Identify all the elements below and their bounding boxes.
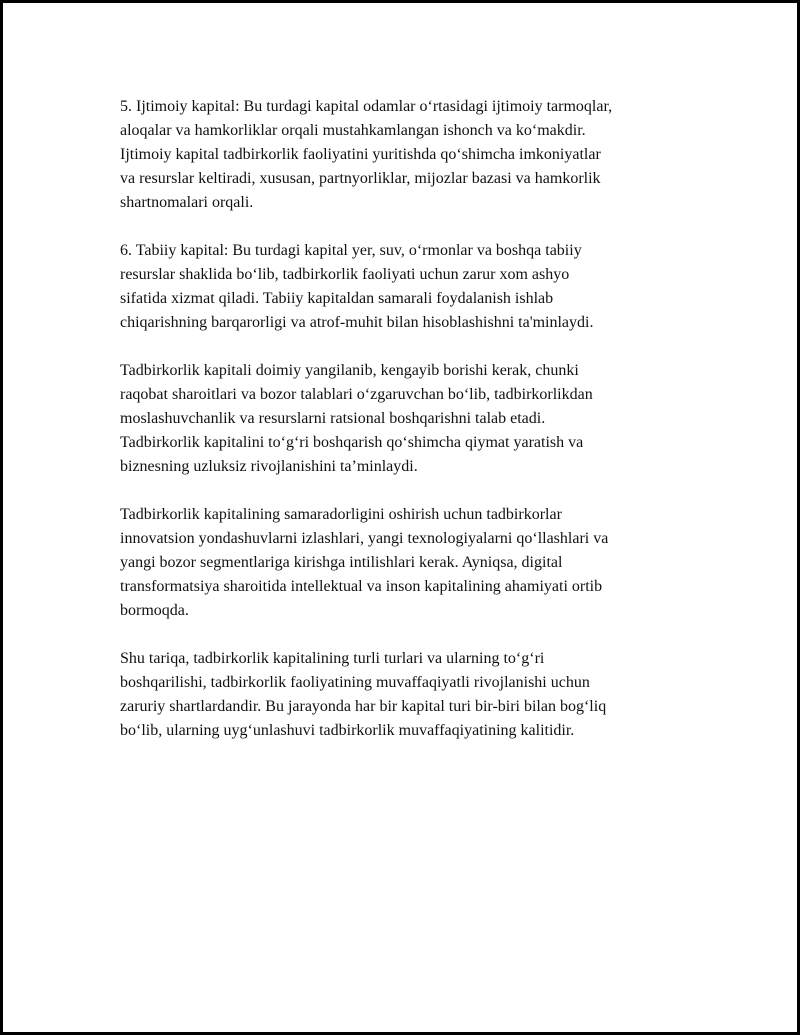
text-line: sifatida xizmat qiladi. Tabiiy kapitaldan samarali foydalanish ishlab [120,290,554,307]
text-line: boʻlib, ularning uygʻunlashuvi tadbirkorlik muvaffaqiyatining kalitidir. [120,722,575,739]
text-line: biznesning uzluksiz rivojlanishini taʼminlaydi. [120,458,418,475]
text-line: resurslar shaklida boʻlib, tadbirkorlik faoliyati uchun zarur xom ashyo [120,266,570,283]
paragraph-conclusion [120,647,720,743]
text-line: va resurslar keltiradi, xususan, partnyorliklar, mijozlar bazasi va hamkorlik [120,170,601,187]
paragraph-natural-capital [120,239,720,335]
text-line: transformatsiya sharoitida intellektual va inson kapitalining ahamiyati ortib [120,578,603,595]
text-line: boshqarilishi, tadbirkorlik faoliyatining muvaffaqiyatli rivojlanishi uchun [120,674,590,691]
text-line: moslashuvchanlik va resurslarni ratsional boshqarishni talab etadi. [120,410,546,427]
text-line: zaruriy shartlardandir. Bu jarayonda har bir kapital turi bir-biri bilan bogʻliq [120,698,607,715]
text-line: Ijtimoiy kapital tadbirkorlik faoliyatini yuritishda qoʻshimcha imkoniyatlar [120,146,601,163]
text-line: Tadbirkorlik kapitalini toʻgʻri boshqarish qoʻshimcha qiymat yaratish va [120,434,584,451]
paragraph-social-capital [120,95,720,215]
text-line: yangi bozor segmentlariga kirishga intilishlari kerak. Ayniqsa, digital [120,554,563,571]
text-line: Shu tariqa, tadbirkorlik kapitalining turli turlari va ularning toʻgʻri [120,650,545,667]
paragraph-capital-efficiency [120,503,720,623]
text-line: aloqalar va hamkorliklar orqali mustahkamlangan ishonch va koʻmakdir. [120,122,586,139]
text-line: Tadbirkorlik kapitalining samaradorligini oshirish uchun tadbirkorlar [120,506,562,523]
text-line: innovatsion yondashuvlarni izlashlari, yangi texnologiyalarni qoʻllashlari va [120,530,609,547]
text-line: raqobat sharoitlari va bozor talablari oʻzgaruvchan boʻlib, tadbirkorlikdan [120,386,593,403]
document-body [120,95,720,767]
text-line: bormoqda. [120,602,189,619]
text-line: chiqarishning barqarorligi va atrof-muhit bilan hisoblashishni ta'minlaydi. [120,314,594,331]
paragraph-capital-renewal [120,359,720,479]
text-line: Tadbirkorlik kapitali doimiy yangilanib, kengayib borishi kerak, chunki [120,362,579,379]
text-line: 6. Tabiiy kapital: Bu turdagi kapital yer, suv, oʻrmonlar va boshqa tabiiy [120,242,582,259]
text-line: shartnomalari orqali. [120,194,254,211]
text-line: 5. Ijtimoiy kapital: Bu turdagi kapital odamlar oʻrtasidagi ijtimoiy tarmoqlar, [120,98,613,115]
